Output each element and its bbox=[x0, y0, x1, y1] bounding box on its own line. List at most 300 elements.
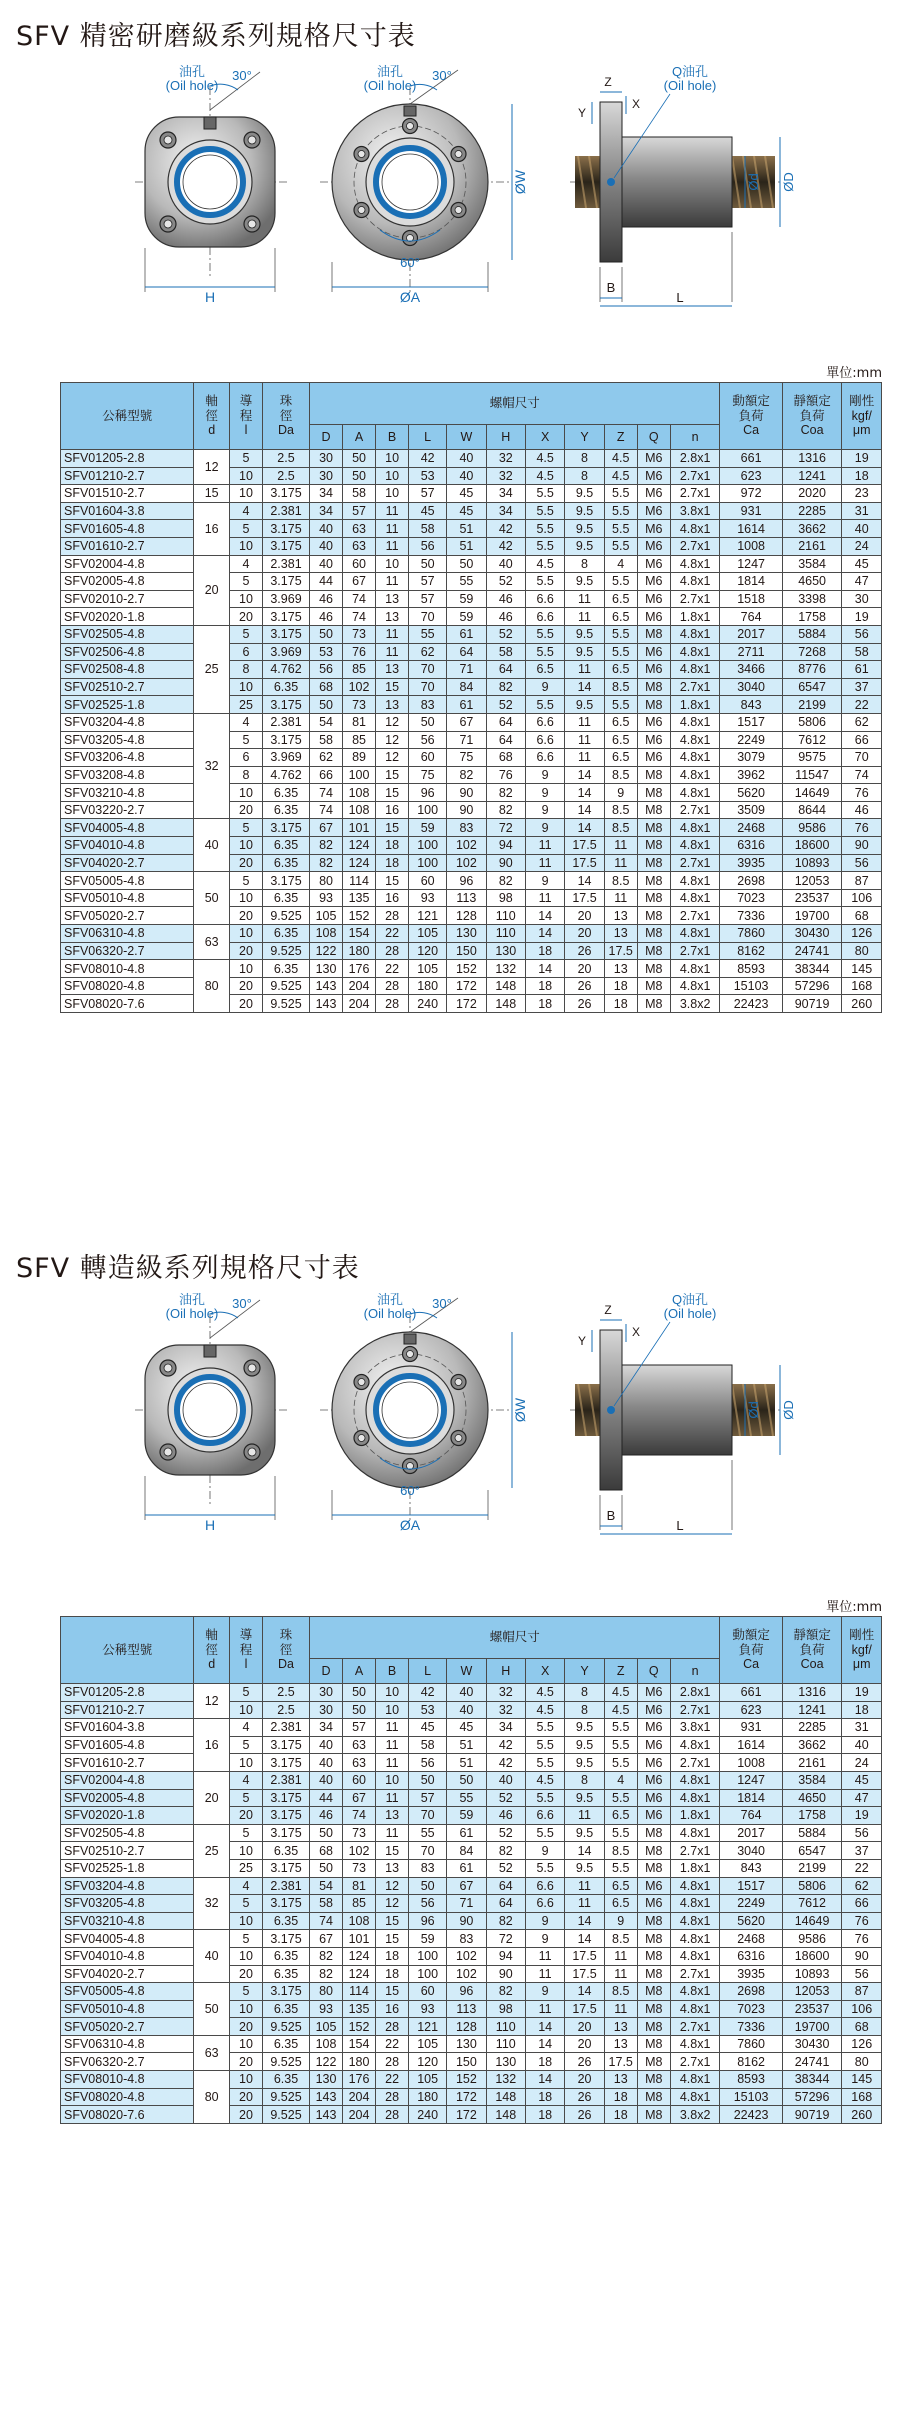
cell-model: SFV03205-4.8 bbox=[61, 1895, 194, 1913]
table-cell: 76 bbox=[486, 766, 525, 784]
spec-table-ground bbox=[60, 382, 882, 1013]
table-cell: 37 bbox=[842, 1842, 882, 1860]
table-cell: 14 bbox=[525, 2071, 564, 2089]
table-cell: 10 bbox=[229, 1754, 262, 1772]
table-cell: 130 bbox=[447, 925, 486, 943]
table-cell: 7336 bbox=[720, 907, 782, 925]
table-cell: 7612 bbox=[782, 731, 842, 749]
table-cell: 14 bbox=[525, 2018, 564, 2036]
header-q: Q bbox=[637, 1659, 670, 1684]
table-cell: 661 bbox=[720, 450, 782, 468]
table-cell: 42 bbox=[486, 520, 525, 538]
table-cell: 20 bbox=[565, 2035, 604, 2053]
table-cell: 80 bbox=[310, 872, 343, 890]
table-cell: M8 bbox=[637, 801, 670, 819]
bolt-hole bbox=[248, 136, 256, 144]
bolt-hole bbox=[248, 1364, 256, 1372]
table-row bbox=[61, 925, 882, 943]
header-shaft-line: d bbox=[208, 1657, 216, 1672]
table-cell: 30 bbox=[310, 467, 343, 485]
table-cell: 15103 bbox=[720, 977, 782, 995]
cell-shaft: 80 bbox=[194, 960, 230, 1013]
dim-A-label: ØA bbox=[399, 1517, 421, 1533]
table-cell: 7612 bbox=[782, 1895, 842, 1913]
table-cell: 11 bbox=[376, 1824, 409, 1842]
table-cell: 18 bbox=[525, 2106, 564, 2124]
header-w: W bbox=[447, 425, 486, 450]
table-cell: 5.5 bbox=[604, 573, 637, 591]
table-cell: 32 bbox=[486, 1701, 525, 1719]
bolt-hole bbox=[248, 1448, 256, 1456]
table-cell: 22 bbox=[842, 1859, 882, 1877]
table-cell: 9.525 bbox=[263, 977, 310, 995]
header-l: L bbox=[409, 1659, 447, 1684]
table-cell: 64 bbox=[486, 1877, 525, 1895]
table-cell: 90719 bbox=[782, 2106, 842, 2124]
table-cell: M8 bbox=[637, 2053, 670, 2071]
table-cell: 204 bbox=[343, 995, 376, 1013]
table-cell: 9 bbox=[525, 678, 564, 696]
table-row bbox=[61, 1877, 882, 1895]
cell-model: SFV04005-4.8 bbox=[61, 1930, 194, 1948]
table-cell: 17.5 bbox=[565, 854, 604, 872]
table-cell: 2468 bbox=[720, 1930, 782, 1948]
table-cell: 4 bbox=[229, 713, 262, 731]
table-cell: 32 bbox=[486, 467, 525, 485]
table-cell: 17.5 bbox=[565, 2000, 604, 2018]
table-cell: 47 bbox=[842, 573, 882, 591]
header-n: n bbox=[670, 1659, 720, 1684]
table-cell: M8 bbox=[637, 1842, 670, 1860]
table-cell: 47 bbox=[842, 1789, 882, 1807]
cell-model: SFV03210-4.8 bbox=[61, 1912, 194, 1930]
table-cell: 1008 bbox=[720, 537, 782, 555]
table-cell: 2199 bbox=[782, 1859, 842, 1877]
unit-label: 單位:mm bbox=[826, 1600, 882, 1615]
table-cell: 4.5 bbox=[525, 467, 564, 485]
table-cell: 66 bbox=[842, 731, 882, 749]
table-cell: 40 bbox=[310, 1754, 343, 1772]
table-cell: M8 bbox=[637, 819, 670, 837]
bore bbox=[183, 1383, 237, 1437]
table-cell: M8 bbox=[637, 1965, 670, 1983]
table-cell: 4650 bbox=[782, 573, 842, 591]
header-coa-line: 靜額定 bbox=[793, 1628, 831, 1643]
table-cell: 87 bbox=[842, 1983, 882, 2001]
header-coa bbox=[782, 1617, 842, 1684]
bolt-hole bbox=[164, 220, 172, 228]
table-cell: M8 bbox=[637, 784, 670, 802]
table-cell: 82 bbox=[486, 784, 525, 802]
table-row bbox=[61, 995, 882, 1013]
table-cell: 11 bbox=[525, 854, 564, 872]
table-cell: 68 bbox=[310, 1842, 343, 1860]
table-cell: 5.5 bbox=[525, 537, 564, 555]
table-cell: 26 bbox=[565, 995, 604, 1013]
table-cell: 18 bbox=[525, 995, 564, 1013]
table-cell: 42 bbox=[486, 1736, 525, 1754]
table-cell: 40 bbox=[310, 555, 343, 573]
table-cell: 105 bbox=[409, 925, 447, 943]
table-cell: 148 bbox=[486, 977, 525, 995]
table-cell: M8 bbox=[637, 2000, 670, 2018]
table-cell: 46 bbox=[310, 1807, 343, 1825]
table-cell: 8.5 bbox=[604, 819, 637, 837]
table-cell: 8.5 bbox=[604, 1930, 637, 1948]
table-cell: M8 bbox=[637, 907, 670, 925]
table-cell: 60 bbox=[343, 555, 376, 573]
table-cell: M6 bbox=[637, 485, 670, 503]
table-cell: 50 bbox=[343, 1684, 376, 1702]
table-cell: 64 bbox=[447, 643, 486, 661]
table-row bbox=[61, 1842, 882, 1860]
table-cell: 11 bbox=[604, 889, 637, 907]
table-cell: 4.8x1 bbox=[670, 2071, 720, 2089]
table-cell: 8776 bbox=[782, 661, 842, 679]
header-h: H bbox=[486, 1659, 525, 1684]
cell-model: SFV08010-4.8 bbox=[61, 960, 194, 978]
table-cell: 20 bbox=[229, 801, 262, 819]
cell-model: SFV05005-4.8 bbox=[61, 1983, 194, 2001]
table-cell: 11 bbox=[565, 731, 604, 749]
table-cell: 6.35 bbox=[263, 837, 310, 855]
table-cell: 60 bbox=[409, 749, 447, 767]
cell-shaft: 25 bbox=[194, 1824, 230, 1877]
table-cell: 1518 bbox=[720, 590, 782, 608]
table-cell: 9 bbox=[604, 1912, 637, 1930]
table-cell: 98 bbox=[486, 889, 525, 907]
table-cell: 6.5 bbox=[604, 1877, 637, 1895]
table-cell: 2.7x1 bbox=[670, 678, 720, 696]
table-cell: 34 bbox=[486, 502, 525, 520]
table-cell: 61 bbox=[447, 1824, 486, 1842]
table-cell: 6.35 bbox=[263, 889, 310, 907]
table-cell: 100 bbox=[409, 837, 447, 855]
table-cell: 67 bbox=[343, 573, 376, 591]
table-cell: 40 bbox=[310, 520, 343, 538]
oil-hole bbox=[404, 1334, 416, 1344]
table-cell: 2.381 bbox=[263, 1771, 310, 1789]
table-cell: 20 bbox=[229, 2053, 262, 2071]
table-cell: 102 bbox=[447, 854, 486, 872]
table-cell: 102 bbox=[447, 837, 486, 855]
table-cell: 4.8x1 bbox=[670, 960, 720, 978]
table-cell: 4.8x1 bbox=[670, 1912, 720, 1930]
table-cell: M6 bbox=[637, 1684, 670, 1702]
table-cell: 46 bbox=[486, 1807, 525, 1825]
header-lead-line: l bbox=[244, 1657, 248, 1672]
table-cell: 58 bbox=[343, 485, 376, 503]
table-cell: 24 bbox=[842, 1754, 882, 1772]
table-cell: 9.525 bbox=[263, 2018, 310, 2036]
table-cell: 14 bbox=[525, 2035, 564, 2053]
table-cell: 45 bbox=[409, 1719, 447, 1737]
cell-model: SFV02004-4.8 bbox=[61, 555, 194, 573]
table-cell: 152 bbox=[447, 2071, 486, 2089]
table-cell: 14 bbox=[565, 678, 604, 696]
table-cell: 24 bbox=[842, 537, 882, 555]
table-cell: 3662 bbox=[782, 1736, 842, 1754]
table-cell: 70 bbox=[842, 749, 882, 767]
table-row bbox=[61, 537, 882, 555]
table-cell: 61 bbox=[447, 1859, 486, 1877]
cell-model: SFV02020-1.8 bbox=[61, 1807, 194, 1825]
cell-model: SFV04010-4.8 bbox=[61, 837, 194, 855]
table-cell: 71 bbox=[447, 1895, 486, 1913]
table-cell: 5.5 bbox=[525, 625, 564, 643]
dim-d-label: Ød bbox=[746, 1401, 761, 1419]
table-row bbox=[61, 731, 882, 749]
table-cell: 10 bbox=[376, 467, 409, 485]
table-cell: 11 bbox=[565, 713, 604, 731]
table-cell: 74 bbox=[343, 590, 376, 608]
header-y: Y bbox=[565, 1659, 604, 1684]
table-cell: 82 bbox=[486, 678, 525, 696]
table-cell: 80 bbox=[310, 1983, 343, 2001]
oil-hole-label-en: (Oil hole) bbox=[363, 78, 417, 93]
table-cell: 82 bbox=[310, 1947, 343, 1965]
table-cell: 13 bbox=[604, 2035, 637, 2053]
cell-model: SFV02508-4.8 bbox=[61, 661, 194, 679]
oil-hole bbox=[204, 117, 216, 129]
table-cell: 93 bbox=[310, 889, 343, 907]
table-cell: 5.5 bbox=[525, 1736, 564, 1754]
table-cell: M6 bbox=[637, 1754, 670, 1772]
table-cell: 3.8x2 bbox=[670, 2106, 720, 2124]
table-cell: 52 bbox=[486, 696, 525, 714]
table-cell: 11 bbox=[565, 1895, 604, 1913]
table-cell: 45 bbox=[842, 555, 882, 573]
table-cell: 34 bbox=[310, 502, 343, 520]
oil-hole-label-en: (Oil hole) bbox=[363, 1306, 417, 1321]
table-cell: M6 bbox=[637, 1771, 670, 1789]
table-cell: M6 bbox=[637, 502, 670, 520]
cell-shaft: 12 bbox=[194, 1684, 230, 1719]
table-cell: 85 bbox=[343, 661, 376, 679]
table-cell: 11 bbox=[565, 661, 604, 679]
q-oil-label-en: (Oil hole) bbox=[663, 1306, 717, 1321]
table-cell: 3662 bbox=[782, 520, 842, 538]
table-cell: 60 bbox=[343, 1771, 376, 1789]
table-cell: 204 bbox=[343, 977, 376, 995]
header-x: X bbox=[525, 1659, 564, 1684]
table-row bbox=[61, 485, 882, 503]
table-cell: 28 bbox=[376, 2088, 409, 2106]
table-cell: 7023 bbox=[720, 889, 782, 907]
table-cell: 240 bbox=[409, 995, 447, 1013]
table-cell: 28 bbox=[376, 2106, 409, 2124]
table-cell: 126 bbox=[842, 2035, 882, 2053]
table-cell: 8 bbox=[565, 1701, 604, 1719]
table-cell: 3.175 bbox=[263, 1930, 310, 1948]
table-cell: 60 bbox=[409, 1983, 447, 2001]
header-ca-line: 負荷 bbox=[738, 408, 764, 423]
table-cell: M6 bbox=[637, 520, 670, 538]
q-oil-label-cn: Q油孔 bbox=[671, 64, 709, 79]
table-cell: 8.5 bbox=[604, 678, 637, 696]
table-cell: 82 bbox=[486, 1912, 525, 1930]
table-cell: 4.8x1 bbox=[670, 977, 720, 995]
table-cell: 8 bbox=[229, 766, 262, 784]
table-cell: M8 bbox=[637, 942, 670, 960]
table-cell: 172 bbox=[447, 977, 486, 995]
table-cell: 5.5 bbox=[604, 643, 637, 661]
table-cell: M8 bbox=[637, 2071, 670, 2089]
table-cell: M6 bbox=[637, 713, 670, 731]
table-cell: 8593 bbox=[720, 960, 782, 978]
cell-shaft: 63 bbox=[194, 925, 230, 960]
table-cell: 12 bbox=[376, 1895, 409, 1913]
table-cell: 20 bbox=[229, 2018, 262, 2036]
table-cell: 135 bbox=[343, 889, 376, 907]
table-cell: 20 bbox=[229, 942, 262, 960]
table-cell: 143 bbox=[310, 977, 343, 995]
table-cell: 1247 bbox=[720, 555, 782, 573]
table-cell: 10 bbox=[376, 450, 409, 468]
cell-model: SFV08010-4.8 bbox=[61, 2071, 194, 2089]
table-cell: 972 bbox=[720, 485, 782, 503]
table-cell: 18 bbox=[525, 2053, 564, 2071]
table-cell: 51 bbox=[447, 537, 486, 555]
table-cell: M6 bbox=[637, 731, 670, 749]
table-cell: 1.8x1 bbox=[670, 696, 720, 714]
table-cell: 81 bbox=[343, 713, 376, 731]
table-cell: 63 bbox=[343, 1736, 376, 1754]
table-cell: 84 bbox=[447, 1842, 486, 1860]
table-cell: 40 bbox=[486, 555, 525, 573]
table-cell: 66 bbox=[310, 766, 343, 784]
header-ca bbox=[720, 1617, 782, 1684]
table-cell: 9.5 bbox=[565, 502, 604, 520]
nut-side bbox=[622, 1365, 732, 1455]
table-cell: 18 bbox=[604, 2088, 637, 2106]
table-cell: 34 bbox=[486, 1719, 525, 1737]
table-cell: 260 bbox=[842, 2106, 882, 2124]
table-cell: 25 bbox=[229, 696, 262, 714]
table-cell: 6.5 bbox=[525, 661, 564, 679]
table-row bbox=[61, 467, 882, 485]
table-cell: 13 bbox=[376, 608, 409, 626]
table-cell: 20 bbox=[229, 1965, 262, 1983]
table-row bbox=[61, 1719, 882, 1737]
table-cell: 74 bbox=[842, 766, 882, 784]
cell-model: SFV05005-4.8 bbox=[61, 872, 194, 890]
table-cell: 20 bbox=[565, 960, 604, 978]
table-cell: 2249 bbox=[720, 1895, 782, 1913]
header-lead-line: 程 bbox=[239, 408, 253, 423]
table-cell: M6 bbox=[637, 1719, 670, 1737]
header-ball-line: 徑 bbox=[279, 1642, 293, 1657]
table-cell: 5884 bbox=[782, 1824, 842, 1842]
header-coa-line: Coa bbox=[800, 1657, 824, 1672]
table-cell: 10 bbox=[229, 960, 262, 978]
table-cell: 2.7x1 bbox=[670, 801, 720, 819]
table-cell: 82 bbox=[486, 872, 525, 890]
table-cell: M6 bbox=[637, 573, 670, 591]
cell-model: SFV06310-4.8 bbox=[61, 2035, 194, 2053]
table-cell: 17.5 bbox=[565, 1947, 604, 1965]
table-cell: 100 bbox=[409, 1965, 447, 1983]
table-cell: 2285 bbox=[782, 1719, 842, 1737]
table-cell: 82 bbox=[486, 801, 525, 819]
table-cell: 18600 bbox=[782, 837, 842, 855]
table-cell: 3.175 bbox=[263, 696, 310, 714]
table-cell: 56 bbox=[409, 1895, 447, 1913]
table-cell: 58 bbox=[310, 1895, 343, 1913]
cell-shaft: 40 bbox=[194, 1930, 230, 1983]
table-cell: 1241 bbox=[782, 467, 842, 485]
dim-A-label: ØA bbox=[399, 289, 421, 305]
table-cell: 85 bbox=[343, 731, 376, 749]
table-row bbox=[61, 977, 882, 995]
table-cell: 4.8x1 bbox=[670, 1736, 720, 1754]
table-cell: 74 bbox=[310, 801, 343, 819]
table-cell: 843 bbox=[720, 696, 782, 714]
table-cell: 9.5 bbox=[565, 1719, 604, 1737]
table-cell: 11 bbox=[525, 889, 564, 907]
bolt-hole bbox=[164, 136, 172, 144]
cell-model: SFV05010-4.8 bbox=[61, 2000, 194, 2018]
table-cell: 7023 bbox=[720, 2000, 782, 2018]
cell-model: SFV01610-2.7 bbox=[61, 537, 194, 555]
table-cell: 4 bbox=[229, 502, 262, 520]
table-cell: M6 bbox=[637, 1789, 670, 1807]
table-cell: 9.5 bbox=[565, 573, 604, 591]
table-cell: 20 bbox=[229, 1807, 262, 1825]
table-cell: 5.5 bbox=[525, 1754, 564, 1772]
table-cell: 5 bbox=[229, 1684, 262, 1702]
table-cell: 3.969 bbox=[263, 749, 310, 767]
table-cell: 100 bbox=[409, 801, 447, 819]
table-cell: 7336 bbox=[720, 2018, 782, 2036]
table-cell: 4.8x1 bbox=[670, 1877, 720, 1895]
table-cell: 4.8x1 bbox=[670, 1983, 720, 2001]
table-cell: 76 bbox=[842, 1912, 882, 1930]
table-cell: 98 bbox=[486, 2000, 525, 2018]
table-cell: 3584 bbox=[782, 555, 842, 573]
table-cell: 70 bbox=[409, 1807, 447, 1825]
table-cell: 143 bbox=[310, 995, 343, 1013]
cell-model: SFV06320-2.7 bbox=[61, 942, 194, 960]
table-cell: 12 bbox=[376, 749, 409, 767]
table-cell: 42 bbox=[486, 537, 525, 555]
table-cell: 9.5 bbox=[565, 485, 604, 503]
cell-model: SFV01605-4.8 bbox=[61, 520, 194, 538]
table-cell: 2.7x1 bbox=[670, 2018, 720, 2036]
bore bbox=[183, 155, 237, 209]
table-cell: 12 bbox=[376, 731, 409, 749]
table-cell: 4.5 bbox=[525, 1771, 564, 1789]
table-cell: 145 bbox=[842, 960, 882, 978]
table-cell: 9.5 bbox=[565, 1859, 604, 1877]
cell-model: SFV03208-4.8 bbox=[61, 766, 194, 784]
table-cell: 73 bbox=[343, 1824, 376, 1842]
table-cell: 45 bbox=[447, 502, 486, 520]
table-cell: 50 bbox=[343, 1701, 376, 1719]
table-cell: 6.35 bbox=[263, 1842, 310, 1860]
table-cell: 9.5 bbox=[565, 1824, 604, 1842]
table-cell: 9.5 bbox=[565, 520, 604, 538]
table-cell: 20 bbox=[229, 2088, 262, 2106]
cell-model: SFV02005-4.8 bbox=[61, 1789, 194, 1807]
table-cell: 105 bbox=[310, 2018, 343, 2036]
table-row bbox=[61, 1807, 882, 1825]
table-cell: 52 bbox=[486, 1789, 525, 1807]
table-cell: 28 bbox=[376, 907, 409, 925]
table-cell: 9 bbox=[604, 784, 637, 802]
cell-shaft: 16 bbox=[194, 502, 230, 555]
table-cell: 6.35 bbox=[263, 2035, 310, 2053]
